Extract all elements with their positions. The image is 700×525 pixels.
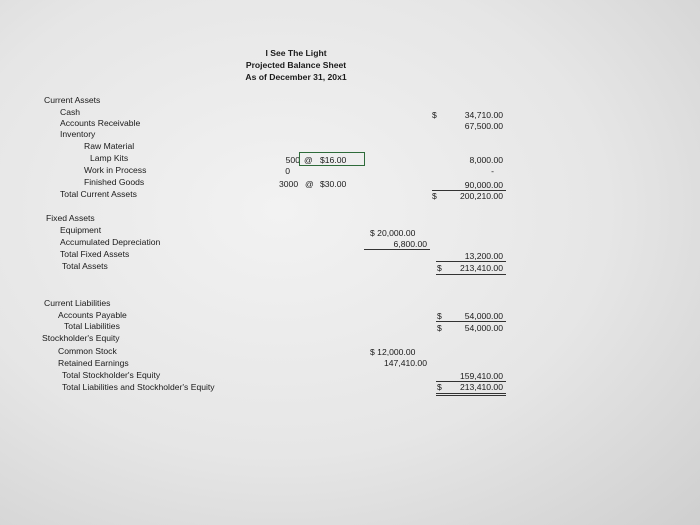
underline <box>436 261 506 262</box>
equipment-value: $ 20,000.00 <box>370 228 416 238</box>
total-liabilities-value: 54,000.00 <box>464 323 503 333</box>
ar-label: Accounts Receivable <box>60 118 141 128</box>
underline <box>364 249 430 250</box>
accounts-payable-value: 54,000.00 <box>464 311 503 321</box>
total-current-assets-value: 200,210.00 <box>459 191 503 201</box>
total-current-assets-dollar: $ <box>432 191 437 201</box>
depreciation-label: Accumulated Depreciation <box>60 237 161 247</box>
finished-goods-label: Finished Goods <box>84 177 145 187</box>
accounts-payable-dollar: $ <box>437 311 442 321</box>
total-assets-value: 213,410.00 <box>459 263 503 273</box>
company-name: I See The Light <box>265 48 327 58</box>
current-liabilities-heading: Current Liabilities <box>44 298 111 308</box>
lamp-kits-qty: 500 <box>285 155 300 165</box>
equipment-label: Equipment <box>60 225 102 235</box>
total-fixed-assets-label: Total Fixed Assets <box>60 249 130 259</box>
lamp-kits-price: $16.00 <box>320 155 347 165</box>
accounts-payable-label: Accounts Payable <box>58 310 127 320</box>
lamp-kits-value: 8,000.00 <box>469 155 503 165</box>
cash-dollar: $ <box>432 110 437 120</box>
finished-goods-value: 90,000.00 <box>464 180 503 190</box>
underline <box>436 321 506 322</box>
wip-qty: 0 <box>285 166 290 176</box>
total-current-assets-label: Total Current Assets <box>60 189 137 199</box>
report-title: Projected Balance Sheet <box>245 60 347 70</box>
total-fixed-assets-value: 13,200.00 <box>464 251 503 261</box>
wip-value: - <box>491 166 494 176</box>
retained-earnings-label: Retained Earnings <box>58 358 129 368</box>
inventory-label: Inventory <box>60 129 96 139</box>
finished-goods-at: @ <box>305 179 314 189</box>
report-date: As of December 31, 20x1 <box>245 72 347 82</box>
current-assets-heading: Current Assets <box>44 95 101 105</box>
total-liabilities-dollar: $ <box>437 323 442 333</box>
double-underline-second <box>436 395 506 396</box>
ar-value: 67,500.00 <box>464 121 503 131</box>
retained-earnings-value: 147,410.00 <box>383 358 427 368</box>
fixed-assets-heading: Fixed Assets <box>46 213 95 223</box>
common-stock-label: Common Stock <box>58 346 117 356</box>
total-liabilities-label: Total Liabilities <box>64 321 120 331</box>
common-stock-value: $ 12,000.00 <box>370 347 416 357</box>
depreciation-value: 6,800.00 <box>393 239 427 249</box>
total-assets-label: Total Assets <box>62 261 108 271</box>
finished-goods-price: $30.00 <box>320 179 347 189</box>
total-equity-value: 159,410.00 <box>459 371 503 381</box>
total-equity-label: Total Stockholder's Equity <box>62 370 161 380</box>
raw-material-label: Raw Material <box>84 141 135 151</box>
lamp-kits-at: @ <box>304 155 313 165</box>
total-liabilities-equity-dollar: $ <box>437 382 442 392</box>
wip-label: Work in Process <box>84 165 147 175</box>
lamp-kits-label: Lamp Kits <box>90 153 129 163</box>
total-liabilities-equity-label: Total Liabilities and Stockholder's Equity <box>62 382 215 392</box>
equity-heading: Stockholder's Equity <box>42 333 120 343</box>
cash-value: 34,710.00 <box>464 110 503 120</box>
total-assets-dollar: $ <box>437 263 442 273</box>
finished-goods-qty: 3000 <box>279 179 299 189</box>
cash-label: Cash <box>60 107 81 117</box>
double-underline <box>436 393 506 394</box>
total-liabilities-equity-value: 213,410.00 <box>459 382 503 392</box>
double-underline <box>436 274 506 275</box>
